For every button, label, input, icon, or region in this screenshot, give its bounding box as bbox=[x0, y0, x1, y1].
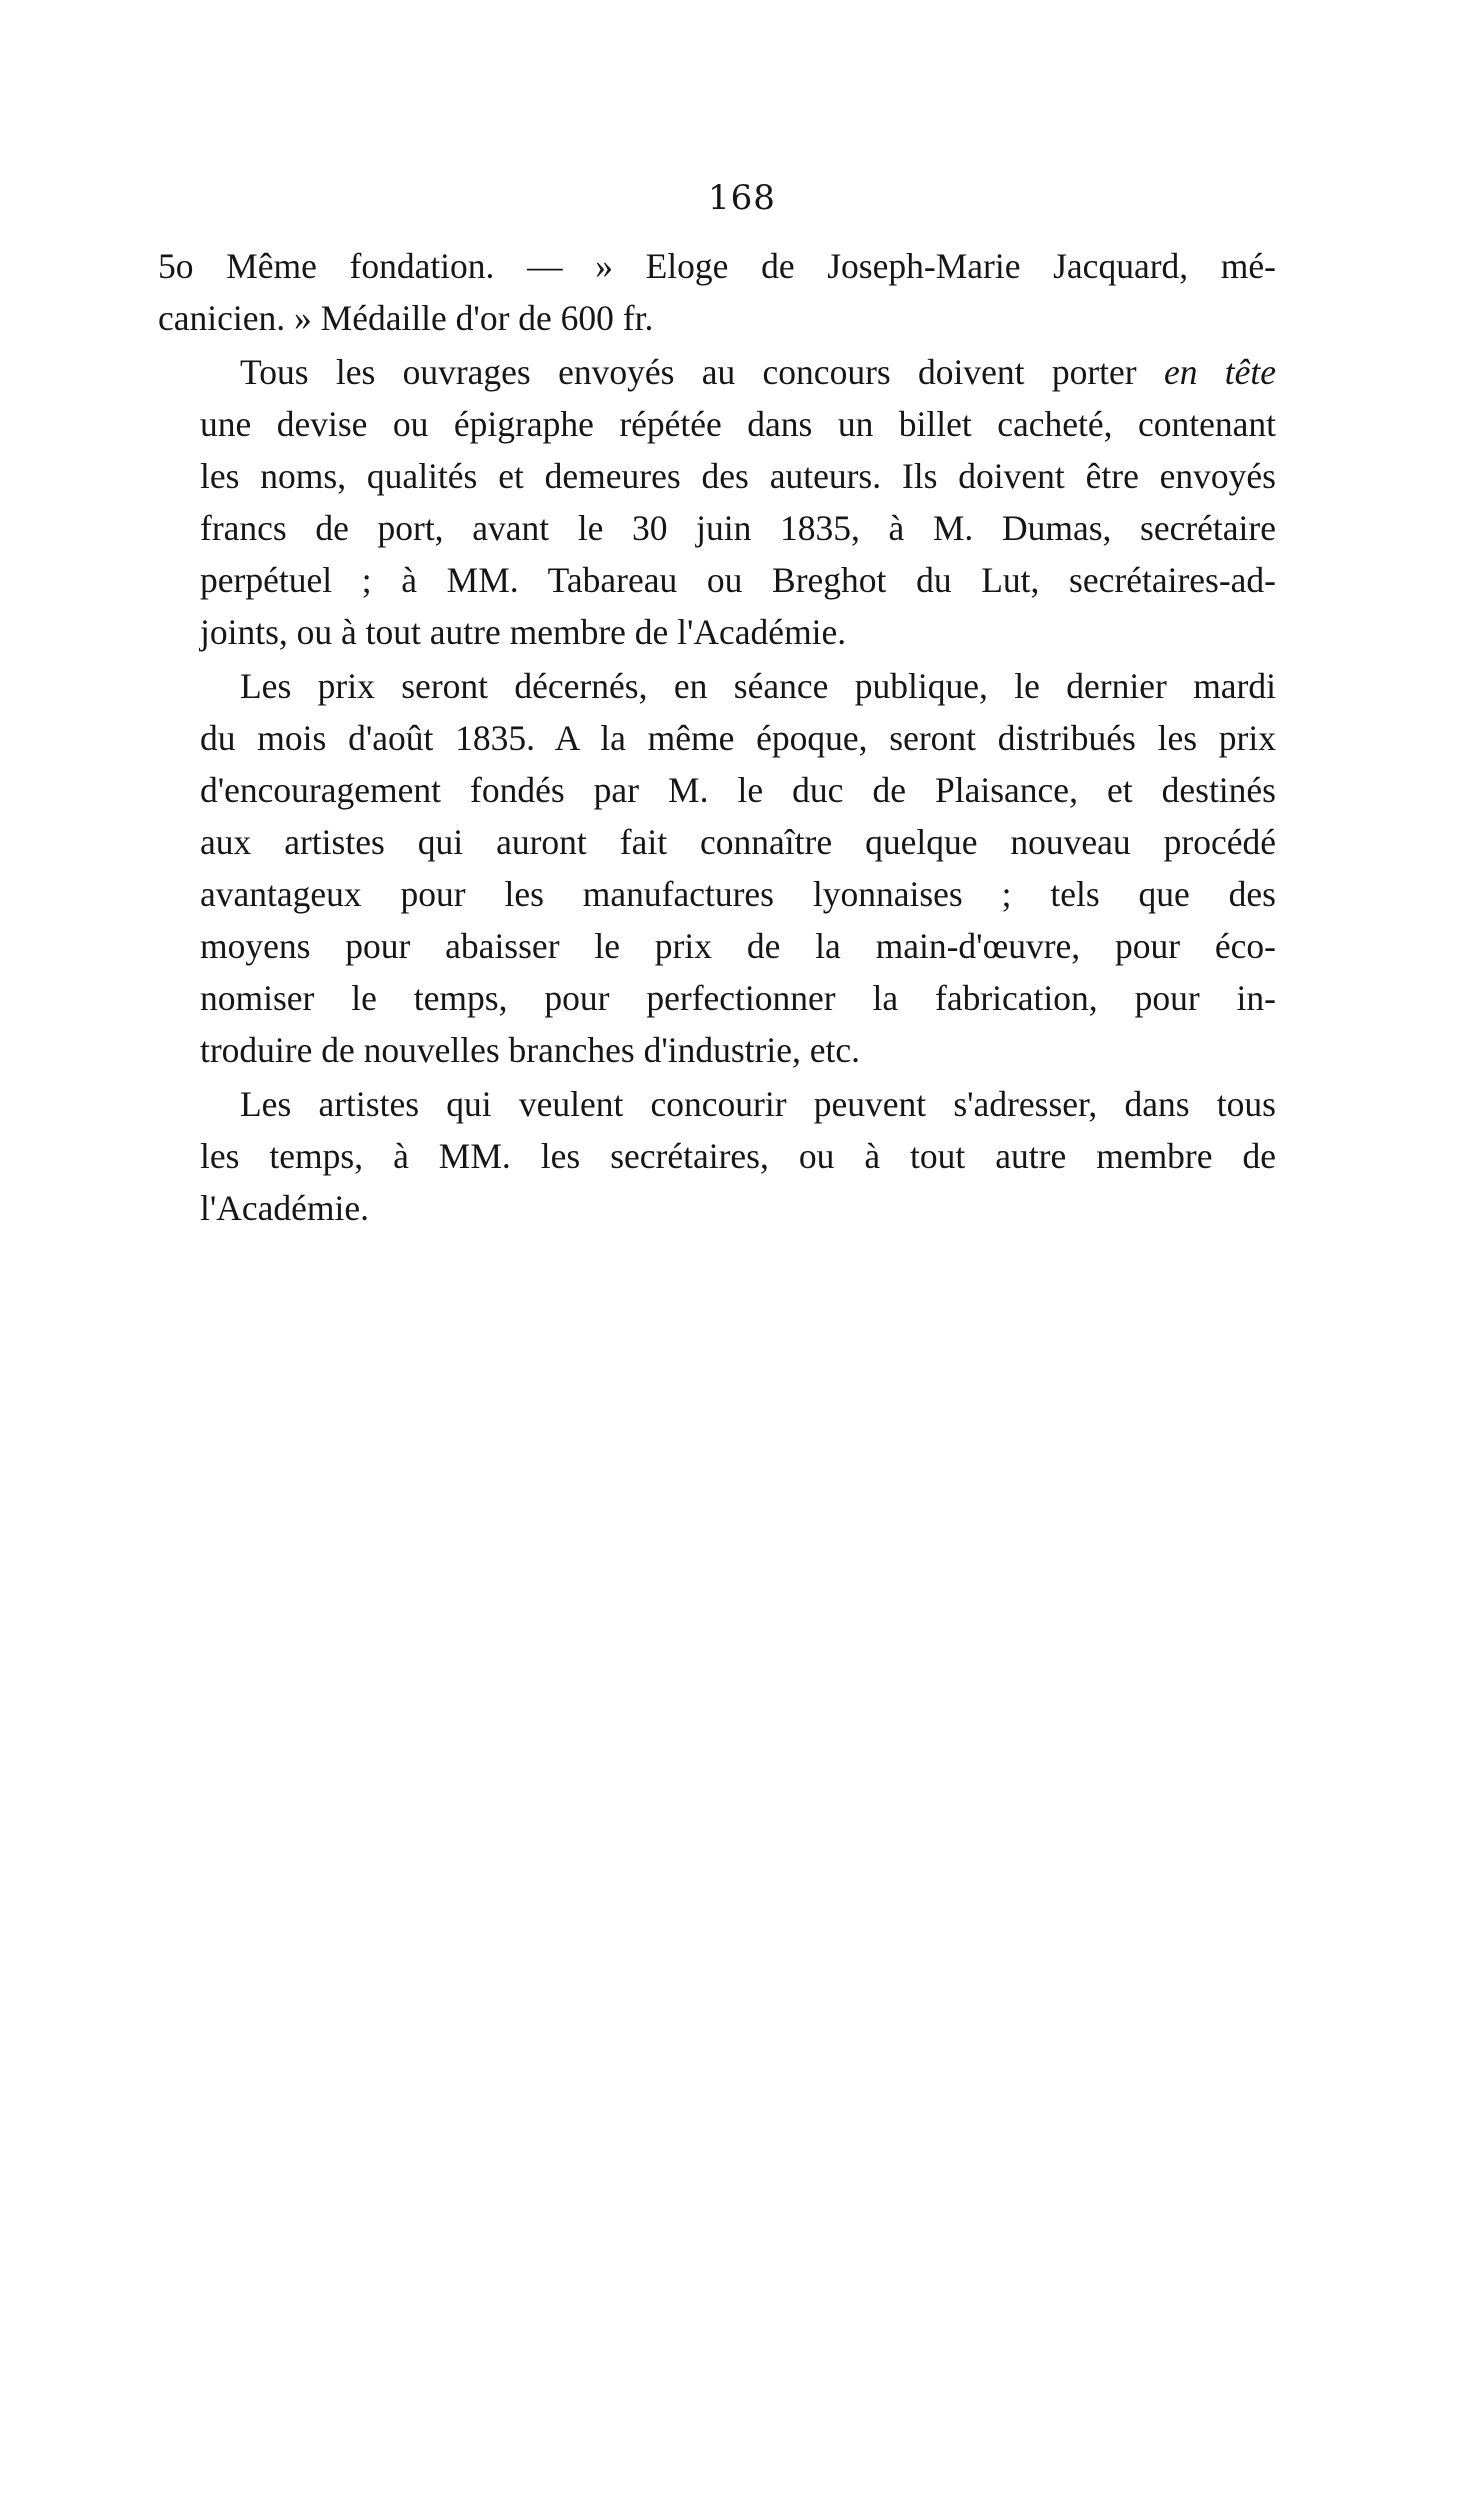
text-line: joints, ou à tout autre membre de l'Académie. bbox=[200, 612, 847, 652]
paragraph-submission bbox=[158, 346, 1276, 658]
text-line: moyens pour abaisser le prix de la main-d'œuvre, pour éco- bbox=[200, 926, 1276, 966]
text-line: l'Académie. bbox=[200, 1188, 370, 1228]
text-line: canicien. » Médaille d'or de 600 fr. bbox=[158, 298, 654, 338]
text-line: les noms, qualités et demeures des auteurs. Ils doivent être envoyés bbox=[200, 456, 1276, 496]
paragraph-artists bbox=[158, 1078, 1276, 1234]
text-line: une devise ou épigraphe répétée dans un billet cacheté, contenant bbox=[200, 404, 1276, 444]
paragraph-prizes bbox=[158, 660, 1276, 1076]
body-text bbox=[158, 240, 1276, 1236]
text-line: Les prix seront décernés, en séance publique, le dernier mardi bbox=[240, 666, 1276, 706]
text-line: les temps, à MM. les secrétaires, ou à tout autre membre de bbox=[200, 1136, 1276, 1176]
page-number: 168 bbox=[708, 178, 776, 218]
text-line: francs de port, avant le 30 juin 1835, à M. Dumas, secrétaire bbox=[200, 508, 1276, 548]
text-line bbox=[158, 346, 1276, 398]
paragraph-foundation bbox=[158, 240, 1276, 344]
text-line: nomiser le temps, pour perfectionner la fabrication, pour in- bbox=[200, 978, 1276, 1018]
text-line: 5o Même fondation. — » Eloge de Joseph-Marie Jacquard, mé- bbox=[158, 246, 1276, 286]
text-segment: Tous les ouvrages envoyés au concours doivent porter bbox=[240, 352, 1137, 392]
italic-segment: en tête bbox=[1163, 352, 1277, 392]
text-line: d'encouragement fondés par M. le duc de Plaisance, et destinés bbox=[200, 770, 1276, 810]
text-line: aux artistes qui auront fait connaître quelque nouveau procédé bbox=[200, 822, 1276, 862]
text-line: troduire de nouvelles branches d'industrie, etc. bbox=[200, 1030, 860, 1070]
text-line: Les artistes qui veulent concourir peuvent s'adresser, dans tous bbox=[240, 1084, 1276, 1124]
text-line: du mois d'août 1835. A la même époque, seront distribués les prix bbox=[200, 718, 1276, 758]
text-line: avantageux pour les manufactures lyonnaises ; tels que des bbox=[200, 874, 1276, 914]
text-line: perpétuel ; à MM. Tabareau ou Breghot du Lut, secrétaires-ad- bbox=[200, 560, 1276, 600]
